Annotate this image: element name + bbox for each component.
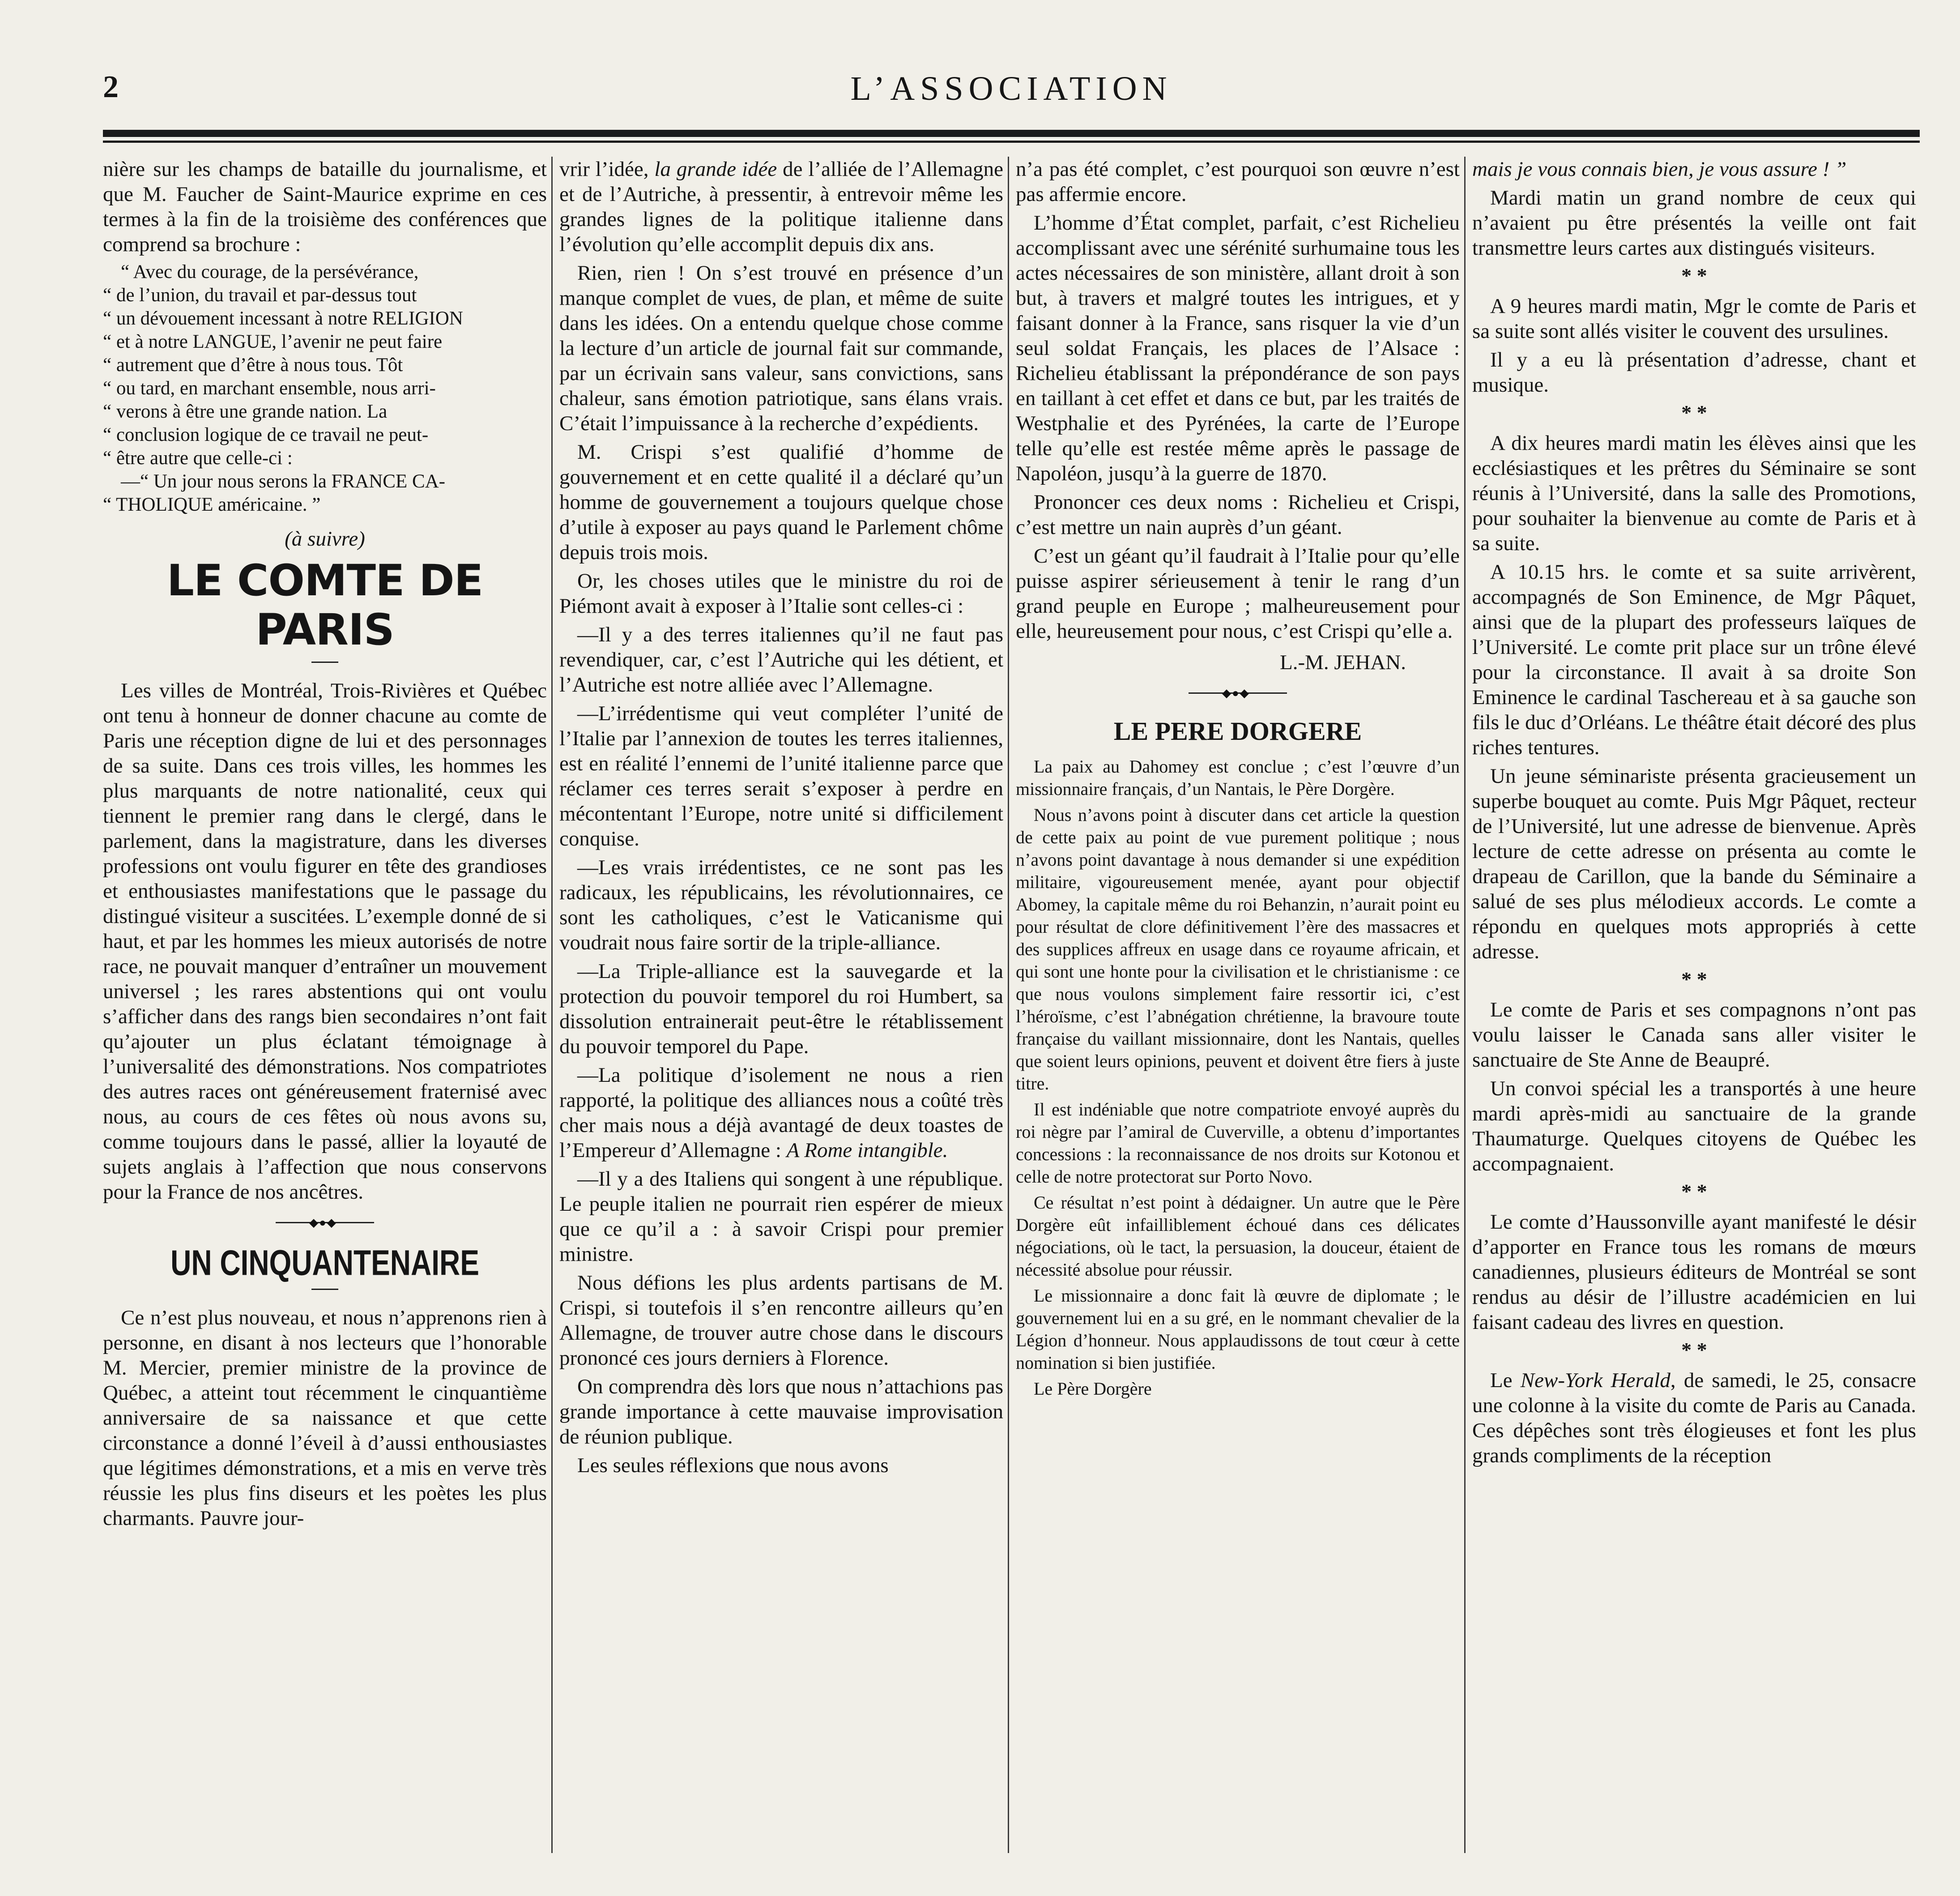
paragraph: C’est un géant qu’il faudrait à l’Italie pour qu’elle puisse aspirer sérieusement à tenir le rang d’un grand peuple en Europe ; malheureusement pour elle, heureusement pour nous, c’est Crispi qu’elle a. [1016,544,1460,643]
paragraph: Mardi matin un grand nombre de ceux qui n’avaient pu être présentés la veille ont fait transmettre leurs cartes aux distingués visiteurs. [1472,186,1916,260]
section-ornament [1189,688,1287,697]
continued-note: (à suivre) [285,527,365,551]
asterism: * * [1681,1180,1707,1203]
quote-line: “ et à notre LANGUE, l’avenir ne peut faire [103,331,443,352]
paragraph: Le missionnaire a donc fait là œuvre de diplomate ; le gouvernement lui en a su gré, en le nommant chevalier de la Légion d’honneur. Nous applaudissons de tout cœur à cette nomination si bien justifiée. [1016,1285,1460,1373]
quote-line: “ conclusion logique de ce travail ne peut- [103,424,429,445]
page-header [103,69,1920,119]
paragraph: —Il y a des Italiens qui songent à une république. Le peuple italien ne pourrait rien espérer de mieux que ce qu’il a : à savoir Crispi pour premier ministre. [559,1167,1003,1266]
italic-phrase: A Rome intangible. [786,1139,948,1162]
headline-cinquantenaire: UN CINQUANTENAIRE [170,1243,479,1283]
quote-line: “ être autre que celle-ci : [103,448,293,469]
paragraph: M. Crispi s’est qualifié d’homme de gouvernement et en cette qualité il a déclaré qu’un homme de gouvernement a toujours quelque chose d’utile à exposer au pays quand le Parlement chôme depuis trois mois. [559,440,1003,564]
paragraph: La paix au Dahomey est conclue ; c’est l’œuvre d’un missionnaire français, d’un Nantais, le Père Dorgère. [1016,756,1460,799]
column-1 [103,157,547,1853]
quote-line: “ ou tard, en marchant ensemble, nous arri- [103,378,436,399]
quote-line: “ verons à être une grande nation. La [103,401,388,422]
paragraph [559,157,1003,257]
paragraph: —Les vrais irrédentistes, ce ne sont pas les radicaux, les républicains, les révolutionnaires, ce sont les catholiques, c’est le Vaticanisme qui voudrait nous faire sortir de la triple-alliance. [559,856,1003,954]
header-rule-thick [103,130,1920,137]
italic-phrase: New-York Herald [1520,1369,1670,1392]
paragraph: Un jeune séminariste présenta gracieusement un superbe bouquet au comte. Puis Mgr Pâquet, recteur de l’Université, lut une adresse de bienvenue. Après lecture de cette adresse on présenta au comte le drapeau de Carillon, que la bande du Séminaire a salué de ses plus mélodieux accords. Le comte a répondu en quelques mots appropriés à cette adresse. [1472,764,1916,963]
paragraph: Un convoi spécial les a transportés à une heure mardi après-midi au sanctuaire de la grande Thaumaturge. Quelques citoyens de Québec les accompagnaient. [1472,1077,1916,1175]
header-rule-thin [103,141,1920,143]
headline-pere-dorgere: LE PERE DORGERE [1113,717,1362,746]
paragraph: Nous défions les plus ardents partisans de M. Crispi, si toutefois il s’en rencontre ailleurs qu’en Allemagne, de trouver autre chose dans le discours prononcé ces jours derniers à Florence. [559,1271,1003,1370]
asterism: * * [1681,1338,1707,1361]
text-run: , de samedi, le 25, consacre une colonne à la visite du comte de Paris au Canada. Ces dépêches sont très élogieuses et font les plus grands compliments de la réception [1472,1369,1916,1467]
asterism: * * [1681,264,1707,287]
paragraph: Il y a eu là présentation d’adresse, chant et musique. [1472,348,1916,397]
text-run: Le [1490,1369,1521,1392]
paragraph: —L’irrédentisme qui veut compléter l’unité de l’Italie par l’annexion de toutes les terres italiennes, est en réalité l’ennemi de l’unité italienne parce que réclamer ces terres serait s’exposer à perdre en mécontentant l’Europe, notre unité si difficilement conquise. [559,702,1003,850]
paragraph [1472,1368,1916,1468]
paragraph: Ce résultat n’est point à dédaigner. Un autre que le Père Dorgère eût infailliblement échoué dans ces délicates négociations, où le tact, la persuasion, la douceur, étaient de nécessité absolue pour réussir. [1016,1192,1460,1280]
column-divider [1464,157,1466,1853]
paragraph: Le comte de Paris et ses compagnons n’ont pas voulu laisser le Canada sans aller visiter le sanctuaire de Ste Anne de Beaupré. [1472,998,1916,1072]
text-run: —La politique d’isolement ne nous a rien rapporté, la politique des alliances nous a coûté très cher mais nous a déjà avantagé de deux toastes de l’Empereur d’Allemagne : [559,1063,1003,1162]
paragraph: Or, les choses utiles que le ministre du roi de Piémont avait à exposer à l’Italie sont celles-ci : [559,569,1003,618]
paragraph: Le Père Dorgère [1034,1379,1152,1399]
text-run: de l’alliée de l’Allemagne et de l’Autriche, à pressentir, à entrevoir même les grandes lignes de la politique italienne dans l’évolution qu’elle accomplit depuis dix ans. [559,158,1003,256]
page-number: 2 [103,70,119,104]
paragraph: On comprendra dès lors que nous n’attachions pas grande importance à cette mauvaise improvisation de réunion publique. [559,1375,1003,1448]
text-run: vrir l’idée, [559,158,655,181]
column-4 [1472,157,1916,1853]
paragraph: —La Triple-alliance est la sauvegarde et la protection du pouvoir temporel du roi Humbert, sa dissolution entrainerait peut-être le rétablissement du pouvoir temporel du Pape. [559,960,1003,1058]
paragraph: Prononcer ces deux noms : Richelieu et Crispi, c’est mettre un nain auprès d’un géant. [1016,491,1460,539]
italic-phrase: la grande idée [654,158,777,181]
quote-line: “ Avec du courage, de la persévérance, [121,261,419,282]
newspaper-title: L’ASSOCIATION [850,70,1172,107]
paragraph: A dix heures mardi matin les élèves ainsi que les ecclésiastiques et les prêtres du Séminaire se sont réunis à l’Université, dans la salle des Promotions, pour souhaiter la bienvenue au comte de Paris et à sa suite. [1472,431,1916,555]
section-ornament [276,1218,374,1227]
article-body: Les villes de Montréal, Trois-Rivières et Québec ont tenu à honneur de donner chacune au comte de Paris une réception digne de lui et des personnages de sa suite. Dans ces trois villes, les hommes les plus marquants de notre nationalité, ceux qui tiennent le premier rang dans le clergé, dans le parlement, dans la magistrature, dans les diverses professions ont voulu figurer en tête des grandioses et enthousiastes manifestations que le passage du distingué visiteur a suscitées. L’exemple donné de si haut, et par les hommes les mieux autorisés de notre race, ne pouvait manquer d’entraîner un mouvement universel ; les rares abstentions qui ont voulu s’afficher dans des rangs bien secondaires n’ont fait qu’ajouter un plus éclatant témoignage à l’universalité des démonstrations. Nos compatriotes des autres races ont généreusement fraternisé avec nous, au cours de ces fêtes où nous avons su, comme toujours dans le passé, allier la loyauté de sujets anglais à l’affection que nous conservons pour la France de nos ancêtres. [103,679,547,1204]
paragraph: Les seules réflexions que nous avons [577,1454,889,1477]
paragraph: mais je vous connais bien, je vous assure ! ” [1472,158,1847,181]
paragraph: A 9 heures mardi matin, Mgr le comte de Paris et sa suite sont allés visiter le couvent des ursulines. [1472,295,1916,343]
article-body: Ce n’est plus nouveau, et nous n’apprenons rien à personne, en disant à nos lecteurs que l’honorable M. Mercier, premier ministre de la province de Québec, a atteint tout récemment le cinquantième anniversaire de sa naissance et que cette circonstance a donné l’éveil à d’aussi enthousiastes que légitimes démonstrations, et a mis en verve très réussie les plus fins diseurs et les poètes les plus charmants. Pauvre jour- [103,1306,547,1530]
asterism: * * [1681,401,1707,424]
headline-comte-de-paris: LE COMTE DE PARIS [166,555,483,655]
column-divider [1008,157,1009,1853]
paragraph: —Il y a des terres italiennes qu’il ne faut pas revendiquer, car, c’est l’Autriche qui les détient, et l’Autriche est notre alliée avec l’Allemagne. [559,623,1003,696]
short-rule [311,662,338,663]
paragraph: Le comte d’Haussonville ayant manifesté le désir d’apporter en France tous les romans de mœurs canadiennes, plusieurs éditeurs de Montréal se sont rendus au désir de l’illustre académicien en lui faisant cadeau des livres en question. [1472,1210,1916,1334]
paragraph [559,1063,1003,1163]
asterism: * * [1681,968,1707,991]
quote-line: “ de l’union, du travail et par-dessus tout [103,285,417,306]
short-rule [311,1289,338,1290]
paragraph: Rien, rien ! On s’est trouvé en présence d’un manque complet de vues, de plan, et même de suite dans les idées. On a entendu quelque chose comme la lecture d’un article de journal fait sur commande, par un écrivain sans valeur, sans convictions, sans chaleur, sans émotion patriotique, sans élans vrais. C’était l’impuissance à la recherche d’expédients. [559,261,1003,435]
paragraph: L’homme d’État complet, parfait, c’est Richelieu accomplissant avec une sérénité surhumaine tous les actes nécessaires de son ministère, allant droit à son but, à travers et malgré toutes les intrigues, et y faisant donner à la France, sans risquer la vie d’un seul soldat Français, les places de l’Alsace : Richelieu établissant la prépondérance de son pays en taillant à cet effet et dans ce but, par les traités de Westphalie et des Pyrénées, la carte de l’Europe telle qu’elle est restée même après le passage de Napoléon, jusqu’à la guerre de 1870. [1016,211,1460,485]
column-2 [559,157,1003,1853]
paragraph: n’a pas été complet, c’est pourquoi son œuvre n’est pas affermie encore. [1016,158,1460,206]
paragraph: Il est indéniable que notre compatriote envoyé auprès du roi nègre par l’amiral de Cuverville, a obtenu d’importantes concessions : la reconnaissance de nos droits sur Kotonou et celle de notre protectorat sur Porto Novo. [1016,1099,1460,1187]
column-3 [1016,157,1460,1853]
quotation [103,260,547,517]
quote-line: “ autrement que d’être à nous tous. Tôt [103,354,403,376]
column-divider [551,157,553,1853]
paragraph: A 10.15 hrs. le comte et sa suite arrivèrent, accompagnés de Son Eminence, de Mgr Pâquet, ainsi que de la plupart des professeurs laïques de l’Université. Le comte prit place sur un trône élevé pour la circonstance. Il avait à sa droite Son Eminence le cardinal Taschereau et à sa gauche son fils le duc d’Orléans. Le théâtre était décoré des plus riches tentures. [1472,560,1916,759]
paragraph: nière sur les champs de bataille du journalisme, et que M. Faucher de Saint-Maurice exprime en ces termes à la fin de la troisième des conférences que comprend sa brochure : [103,158,547,256]
quote-line: “ THOLIQUE américaine. ” [103,494,321,515]
quote-line: “ un dévouement incessant à notre RELIGION [103,308,463,329]
paragraph: Nous n’avons point à discuter dans cet article la question de cette paix au point de vue purement politique ; nous n’avons point davantage à nous demander si une expédition militaire, vigoureusement menée, ayant pour objectif Abomey, la capitale même du roi Behanzin, n’aurait point eu pour résultat de clore définitivement l’ère des massacres et des supplices affreux en usage dans ce royaume africain, et qui sont une honte pour la civilisation et le christianisme : ce que nous voulons simplement faire ressortir ici, c’est l’héroïsme, c’est l’abnégation chrétienne, la bravoure toute française du vaillant missionnaire, dont les Nantais, quelles que soient leurs opinions, peuvent et doivent être fiers à juste titre. [1016,805,1460,1093]
quote-line: —“ Un jour nous serons la FRANCE CA- [121,471,445,492]
author-signature: L.-M. JEHAN. [1280,651,1406,674]
